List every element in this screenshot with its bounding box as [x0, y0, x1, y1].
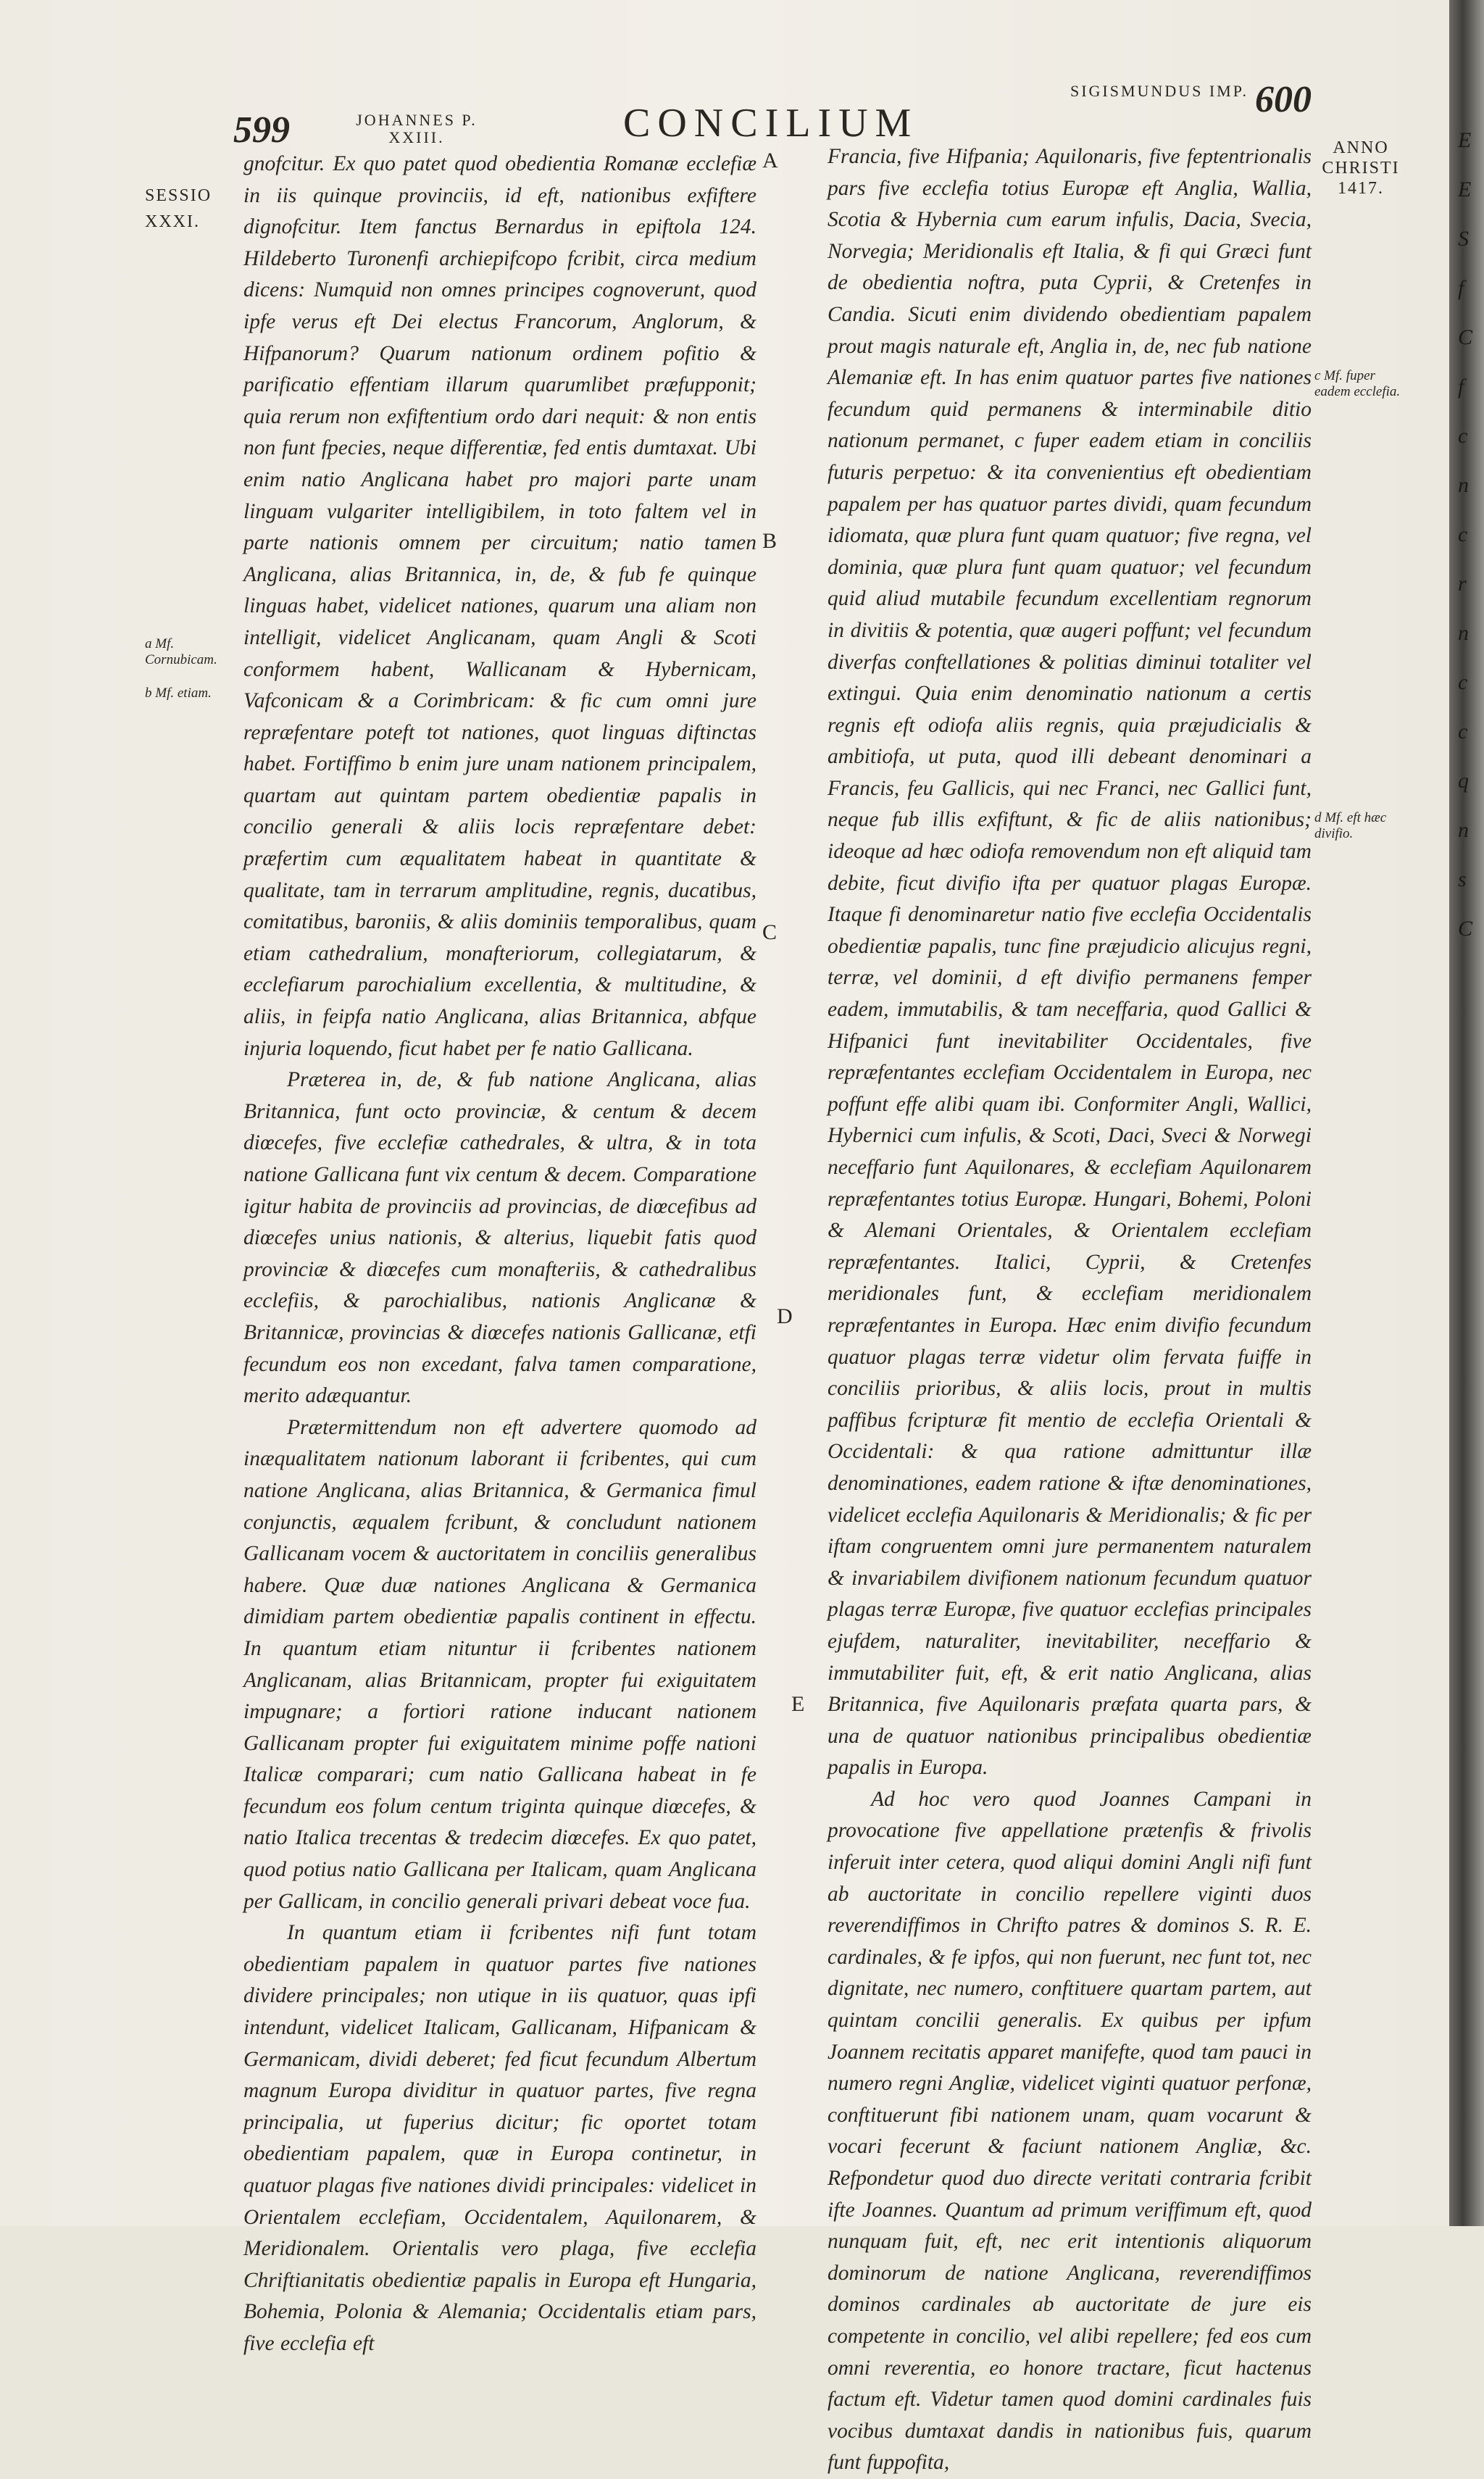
paragraph: In quantum etiam ii fcribentes nifi funt totam obedientiam papalem in quatuor partes five nationes dividere principales; non utique in iis quatuor, quas ipfi intendunt, videlicet Italicam, Gallicanam, Hifpanicam & Germanicam, dividi deberet; fed ficut fecundum Albertum magnum Europa dividitur in quatuor partes, five regna principalia, ut fuperius dicitur; fic oportet totam obedientiam papalem, quæ in Europa continetur, in quatuor plagas five nationes dividi principales: videlicet in Orientalem ecclefiam, Occidentalem, Aquilonarem, & Meridionalem. Orientalis vero plaga, five ecclefia Chriftianitatis obedientiæ papalis in Europa eft Hungaria, Bohemia, Polonia & Alemania; Occidentalis etiam pars, five ecclefia eft	[243, 1921, 756, 2355]
left-text-column	[243, 149, 756, 2360]
year-marker: ANNO CHRISTI 1417.	[1322, 138, 1400, 198]
page-title: CONCILIUM	[623, 101, 919, 146]
paragraph: Præterea in, de, & fub natione Anglicana, alias Britannica, funt octo provinciæ, & centum & decem diœcefes, five ecclefiæ cathedrales, & ultra, & in tota natione Gallicana funt vix centum & decem. Comparatione igitur habita de provinciis ad provincias, de diœcefibus ad diœcefes unius nationis, & alterius, liquebit fatis quod provinciæ & diœcefes cum monafteriis, & cathedralibus ecclefiis, & parochialibus, nationis Anglicanæ & Britannicæ, provincias & diœcefes nationis Gallicanæ, etfi fecundum eos non excedant, falva tamen comparatione, merito adæquantur.	[243, 1068, 756, 1408]
section-letter-a: A	[762, 149, 778, 172]
section-letter-b: B	[762, 529, 778, 553]
edge-glyph: c	[1458, 720, 1468, 743]
facing-page-glyphs	[1458, 116, 1480, 954]
edge-glyph: c	[1458, 522, 1468, 546]
paragraph: gnofcitur. Ex quo patet quod obedientia Romanæ ecclefiæ in iis quinque provinciis, id eft, nationibus exfiftere dignofcitur. Item fanctus Bernardus in epiftola 124. Hildeberto Turonenfi archiepifcopo fcribit, circa medium dicens: Numquid non omnes principes cognoverunt, quod ipfe verus eft Dei electus Francorum, Anglorum, & Hifpanorum? Quarum nationum ordinem pofitio & parificatio effentiam illarum quarumlibet præfupponit; quia rerum non exfiftentium ordo dari nequit: & non entis non funt fpecies, neque differentiæ, fed entis dumtaxat. Ubi enim natio Anglicana habet pro majori parte unam linguam vulgariter intelligibilem, in toto faltem vel in parte nationis omnem per circuitum; natio tamen Anglicana, alias Britannica, in, de, & fub fe quinque linguas habet, videlicet nationes, quarum una aliam non intelligit, videlicet Anglicanam, quam Angli & Scoti conformem habent, Wallicanam & Hybernicam, Vafconicam & a Corimbricam: & fic cum omni jure repræfentare poteft tot nationes, quot linguas diftinctas habet. Fortiffimo b enim jure unam nationem principalem, quartam aut quintam partem obedientiæ papalis in concilio generali & aliis locis repræfentare debet: præfertim cum æqualitatem habeat in quantitate & qualitate, tam in terrarum amplitudine, regnis, ducatibus, comitatibus, baroniis, & aliis dominiis temporalibus, quam etiam cathedralium, monafteriorum, collegiatarum, & ecclefiarum parochialium excellentia, & multitudine, & aliis, in feipfa natio Anglicana, alias Britannica, abfque injuria loquendo, ficut habet per fe natio Gallicana.	[243, 152, 756, 1060]
running-head-left: JOHANNES P. XXIII.	[356, 111, 478, 146]
edge-glyph: c	[1458, 424, 1468, 448]
edge-glyph: E	[1458, 128, 1472, 152]
edge-glyph: C	[1458, 325, 1473, 349]
marginal-note-a: a Mf. Cornubicam.	[145, 636, 217, 667]
edge-glyph: S	[1458, 227, 1469, 251]
marginal-note-b: b Mf. etiam.	[145, 686, 212, 701]
edge-glyph: n	[1458, 473, 1469, 497]
page-number-left: 599	[233, 109, 290, 151]
section-letter-d: D	[777, 1304, 793, 1328]
running-head-right: SIGISMUNDUS IMP.	[1070, 82, 1249, 100]
right-text-column	[828, 141, 1312, 2479]
edge-glyph: r	[1458, 572, 1467, 596]
paragraph: Francia, five Hifpania; Aquilonaris, five feptentrionalis pars five ecclefia totius Europæ eft Anglia, Wallia, Scotia & Hybernia cum earum infulis, Dacia, Svecia, Norvegia; Meridionalis eft Italia, & fi qui Græci funt de obedientia noftra, puta Cyprii, & Cretenfes in Candia. Sicuti enim dividendo obedientiam papalem prout magis naturale eft, Anglia in, de, nec fub natione Alemaniæ eft. In has enim quatuor partes five nationes fecundum quid permanens & interminabile ditio nationum permanet, c fuper eadem etiam in conciliis futuris perpetuo: & ita convenientius eft obedientiam papalem per has quatuor partes dividi, quam fecundum idiomata, quæ plura funt quam quatuor; five regna, vel dominia, quæ plura funt quam quatuor; vel fecundum quid aliud mutabile fecundum excellentiam regnorum in divitiis & potentia, quæ augeri poffunt; vel fecundum diverfas conftellationes & politias diminui totaliter vel extingui. Quia enim denominatio nationum a certis regnis eft odiofa aliis regnis, quia præjudicialis & ambitiofa, ut puta, quod illi debeant denominari a Francis, feu Gallicis, qui nec Franci, nec Gallici funt, neque fub illis exfiftunt, & fic de aliis nationibus; ideoque ad hæc odiofa removendum non eft aliquid tam debite, ficut divifio ifta per quatuor plagas Europæ. Itaque fi denominaretur natio five ecclefia Occidentalis obedientiæ papalis, tunc fine præjudicio alicujus regni, terræ, vel dominii, d eft divifio permanens femper eadem, immutabilis, & tam neceffaria, quod Gallici & Hifpanici funt inevitabiliter Occidentales, five repræfentantes ecclefiam Occidentalem in Europa, nec poffunt effe alibi quam ibi. Conformiter Angli, Wallici, Hybernici cum infulis, & Scoti, Daci, Sveci & Norwegi neceffario funt Aquilonares, & ecclefiam Aquilonarem repræfentantes totius Europæ. Hungari, Bohemi, Poloni & Alemani Orientales, & Orientalem ecclefiam repræfentantes. Italici, Cyprii, & Cretenfes meridionales funt, & ecclefiam meridionalem repræfentantes in Europa. Hæc enim divifio fecundum quatuor plagas terræ videtur olim fervata fuiffe in conciliis prioribus, & aliis locis, prout in multis paffibus fcripturæ fit mentio de ecclefia Orientali & Occidentali: & qua ratione admittuntur illæ denominationes, eadem ratione & iftæ denominationes, videlicet ecclefia Aquilonaris & Meridionalis; & fic per iftam congruentem omni jure permanentem naturalem & invariabilem divifionem nationum fecundum quatuor plagas terræ Europæ, five quatuor ecclefias principales ejufdem, naturaliter, inevitabiliter, neceffario & immutabiliter fuit, eft, & erit natio Anglicana, alias Britannica, five Aquilonaris præfata quarta pars, & una de quatuor nationibus principalibus obedientiæ papalis in Europa.	[828, 145, 1312, 1780]
edge-glyph: n	[1458, 621, 1469, 645]
edge-glyph: E	[1458, 178, 1472, 201]
paragraph: Ad hoc vero quod Joannes Campani in provocatione five appellatione prætenfis & frivolis inferuit inter cetera, quod aliqui domini Angli nifi funt ab auctoritate in concilio repellere viginti duos reverendiffimos in Chrifto patres & dominos S. R. E. cardinales, & fe ipfos, qui non fuerunt, nec funt tot, nec dignitate, nec numero, conftituere quartam partem, aut quintam concilii generalis. Ex quibus per ipfum Joannem recitatis apparet manifefte, quod tam pauci in numero regni Angliæ, videlicet viginti quatuor perfonæ, conftituerunt fibi nationem unam, quam vocarunt & vocari fecerunt & faciunt nationem Angliæ, &c. Refpondetur quod duo directe veritati contraria fcribit ifte Joannes. Quantum ad primum veriffimum eft, quod nunquam fuit, eft, nec erit intentionis aliquorum dominorum de natione Anglicana, reverendiffimos dominos cardinales ab auctoritate de jure eis competente in concilio, vel alibi repellere; fed eos cum omni reverentia, eo honore tractare, ficut hactenus factum eft. Videtur tamen quod domini cardinales fuis vocibus dumtaxat dandis in nationibus fuis, quarum funt fuppofita,	[828, 1787, 1312, 2475]
edge-glyph: n	[1458, 818, 1469, 842]
session-marker: SESSIO XXXI.	[145, 186, 212, 231]
section-letter-e: E	[791, 1692, 805, 1716]
marginal-note-c: c Mf. fuper eadem ecclefia.	[1314, 368, 1401, 399]
section-letter-c: C	[762, 920, 778, 944]
edge-glyph: q	[1458, 769, 1469, 793]
edge-glyph: C	[1458, 917, 1473, 941]
edge-glyph: s	[1458, 867, 1467, 891]
edge-glyph: f	[1458, 276, 1464, 300]
marginal-note-d: d Mf. eft hæc divifio.	[1314, 810, 1387, 841]
edge-glyph: f	[1458, 375, 1464, 399]
page-number-right: 600	[1255, 79, 1312, 120]
facing-page-edge	[1449, 0, 1484, 2226]
edge-glyph: c	[1458, 670, 1468, 694]
paragraph: Prætermittendum non eft advertere quomodo ad inæqualitatem nationum laborant ii fcribentes, qui cum natione Anglicana, alias Britannica, & Germanica fimul conjunctis, æqualem fcribunt, & concludunt nationem Gallicanam vocem & auctoritatem in conciliis generalibus habere. Quæ duæ nationes Anglicana & Germanica dimidiam partem obedientiæ papalis continent in effectu. In quantum etiam nituntur ii fcribentes nationem Anglicanam, alias Britannicam, propter fui exiguitatem impugnare; a fortiori ratione inducant nationem Gallicanam propter fui exiguitatem minime poffe nationi Italicæ comparari; cum natio Gallicana habeat in fe fecundum eos folum centum triginta quinque diœcefes, & natio Italica trecentas & tredecim diœcefes. Ex quo patet, quod potius natio Gallicana per Italicam, quam Anglicana per Gallicam, in concilio generali privari debeat voce fua.	[243, 1415, 756, 1913]
